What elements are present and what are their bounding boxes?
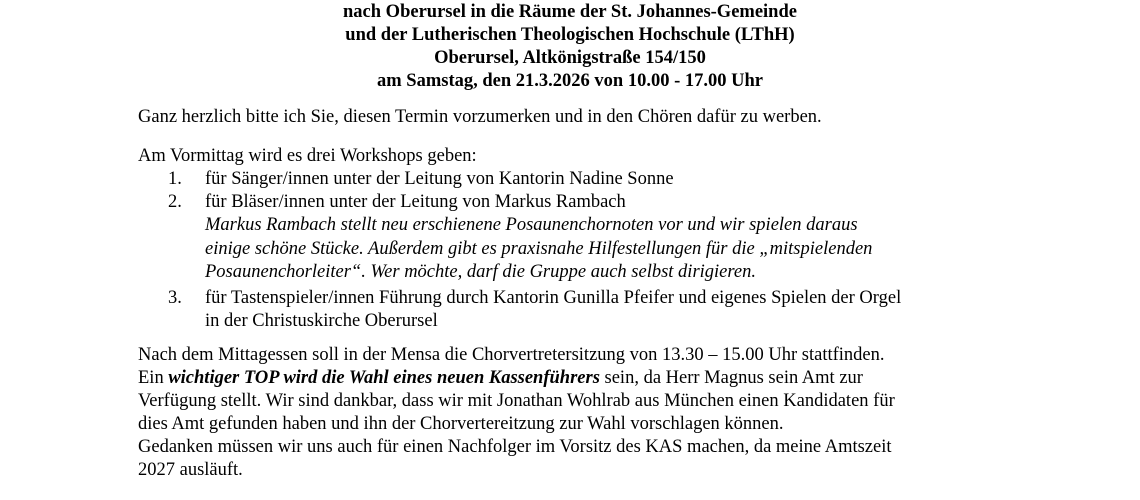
workshops-intro: Am Vormittag wird es drei Workshops geben: bbox=[138, 146, 477, 166]
afternoon-paragraph-line bbox=[138, 367, 863, 390]
workshop-number: 1. bbox=[168, 169, 182, 189]
afternoon-paragraph-line: dies Amt gefunden haben und ihn der Chorvertereitzung zur Wahl vorschlagen können. bbox=[138, 414, 784, 434]
workshop-singers: für Sänger/innen unter der Leitung von Kantorin Nadine Sonne bbox=[205, 169, 674, 189]
workshop-keyboard-continued: in der Christuskirche Oberursel bbox=[205, 311, 438, 331]
afternoon-paragraph-line: Nach dem Mittagessen soll in der Mensa die Chorvertretersitzung von 13.30 – 15.00 Uhr stattfinden. bbox=[138, 345, 885, 365]
event-header bbox=[0, 0, 1140, 93]
emphasis-treasurer-election: wichtiger TOP wird die Wahl eines neuen Kassenführers bbox=[168, 368, 600, 388]
afternoon-paragraph-line: Verfügung stellt. Wir sind dankbar, dass wir mit Jonathan Wohlrab aus München einen Kandidaten für bbox=[138, 391, 895, 411]
workshop-number: 2. bbox=[168, 192, 182, 212]
workshop-brass-description: Markus Rambach stellt neu erschienene Posaunenchornoten vor und wir spielen daraus bbox=[205, 215, 858, 235]
text-run: sein, da Herr Magnus sein Amt zur bbox=[599, 368, 863, 388]
header-venue-line: nach Oberursel in die Räume der St. Johannes-Gemeinde bbox=[343, 2, 797, 22]
header-date-line: am Samstag, den 21.3.2026 von 10.00 - 17.00 Uhr bbox=[377, 71, 763, 91]
afternoon-paragraph-line: 2027 ausläuft. bbox=[138, 460, 243, 480]
text-run: Ein bbox=[138, 368, 169, 388]
workshop-brass: für Bläser/innen unter der Leitung von Markus Rambach bbox=[205, 192, 626, 212]
afternoon-paragraph-line: Gedanken müssen wir uns auch für einen Nachfolger im Vorsitz des KAS machen, da meine Amtszeit bbox=[138, 437, 892, 457]
workshop-brass-description: einige schöne Stücke. Außerdem gibt es praxisnahe Hilfestellungen für die „mitspielenden bbox=[205, 239, 873, 259]
workshop-number: 3. bbox=[168, 288, 182, 308]
header-institution-line: und der Lutherischen Theologischen Hochschule (LThH) bbox=[345, 25, 795, 45]
header-address-line: Oberursel, Altkönigstraße 154/150 bbox=[434, 48, 706, 68]
workshop-keyboard: für Tastenspieler/innen Führung durch Kantorin Gunilla Pfeifer und eigenes Spielen der Orgel bbox=[205, 288, 902, 308]
intro-paragraph: Ganz herzlich bitte ich Sie, diesen Termin vorzumerken und in den Chören dafür zu werben. bbox=[138, 107, 822, 127]
workshop-brass-description: Posaunenchorleiter“. Wer möchte, darf die Gruppe auch selbst dirigieren. bbox=[205, 262, 756, 282]
